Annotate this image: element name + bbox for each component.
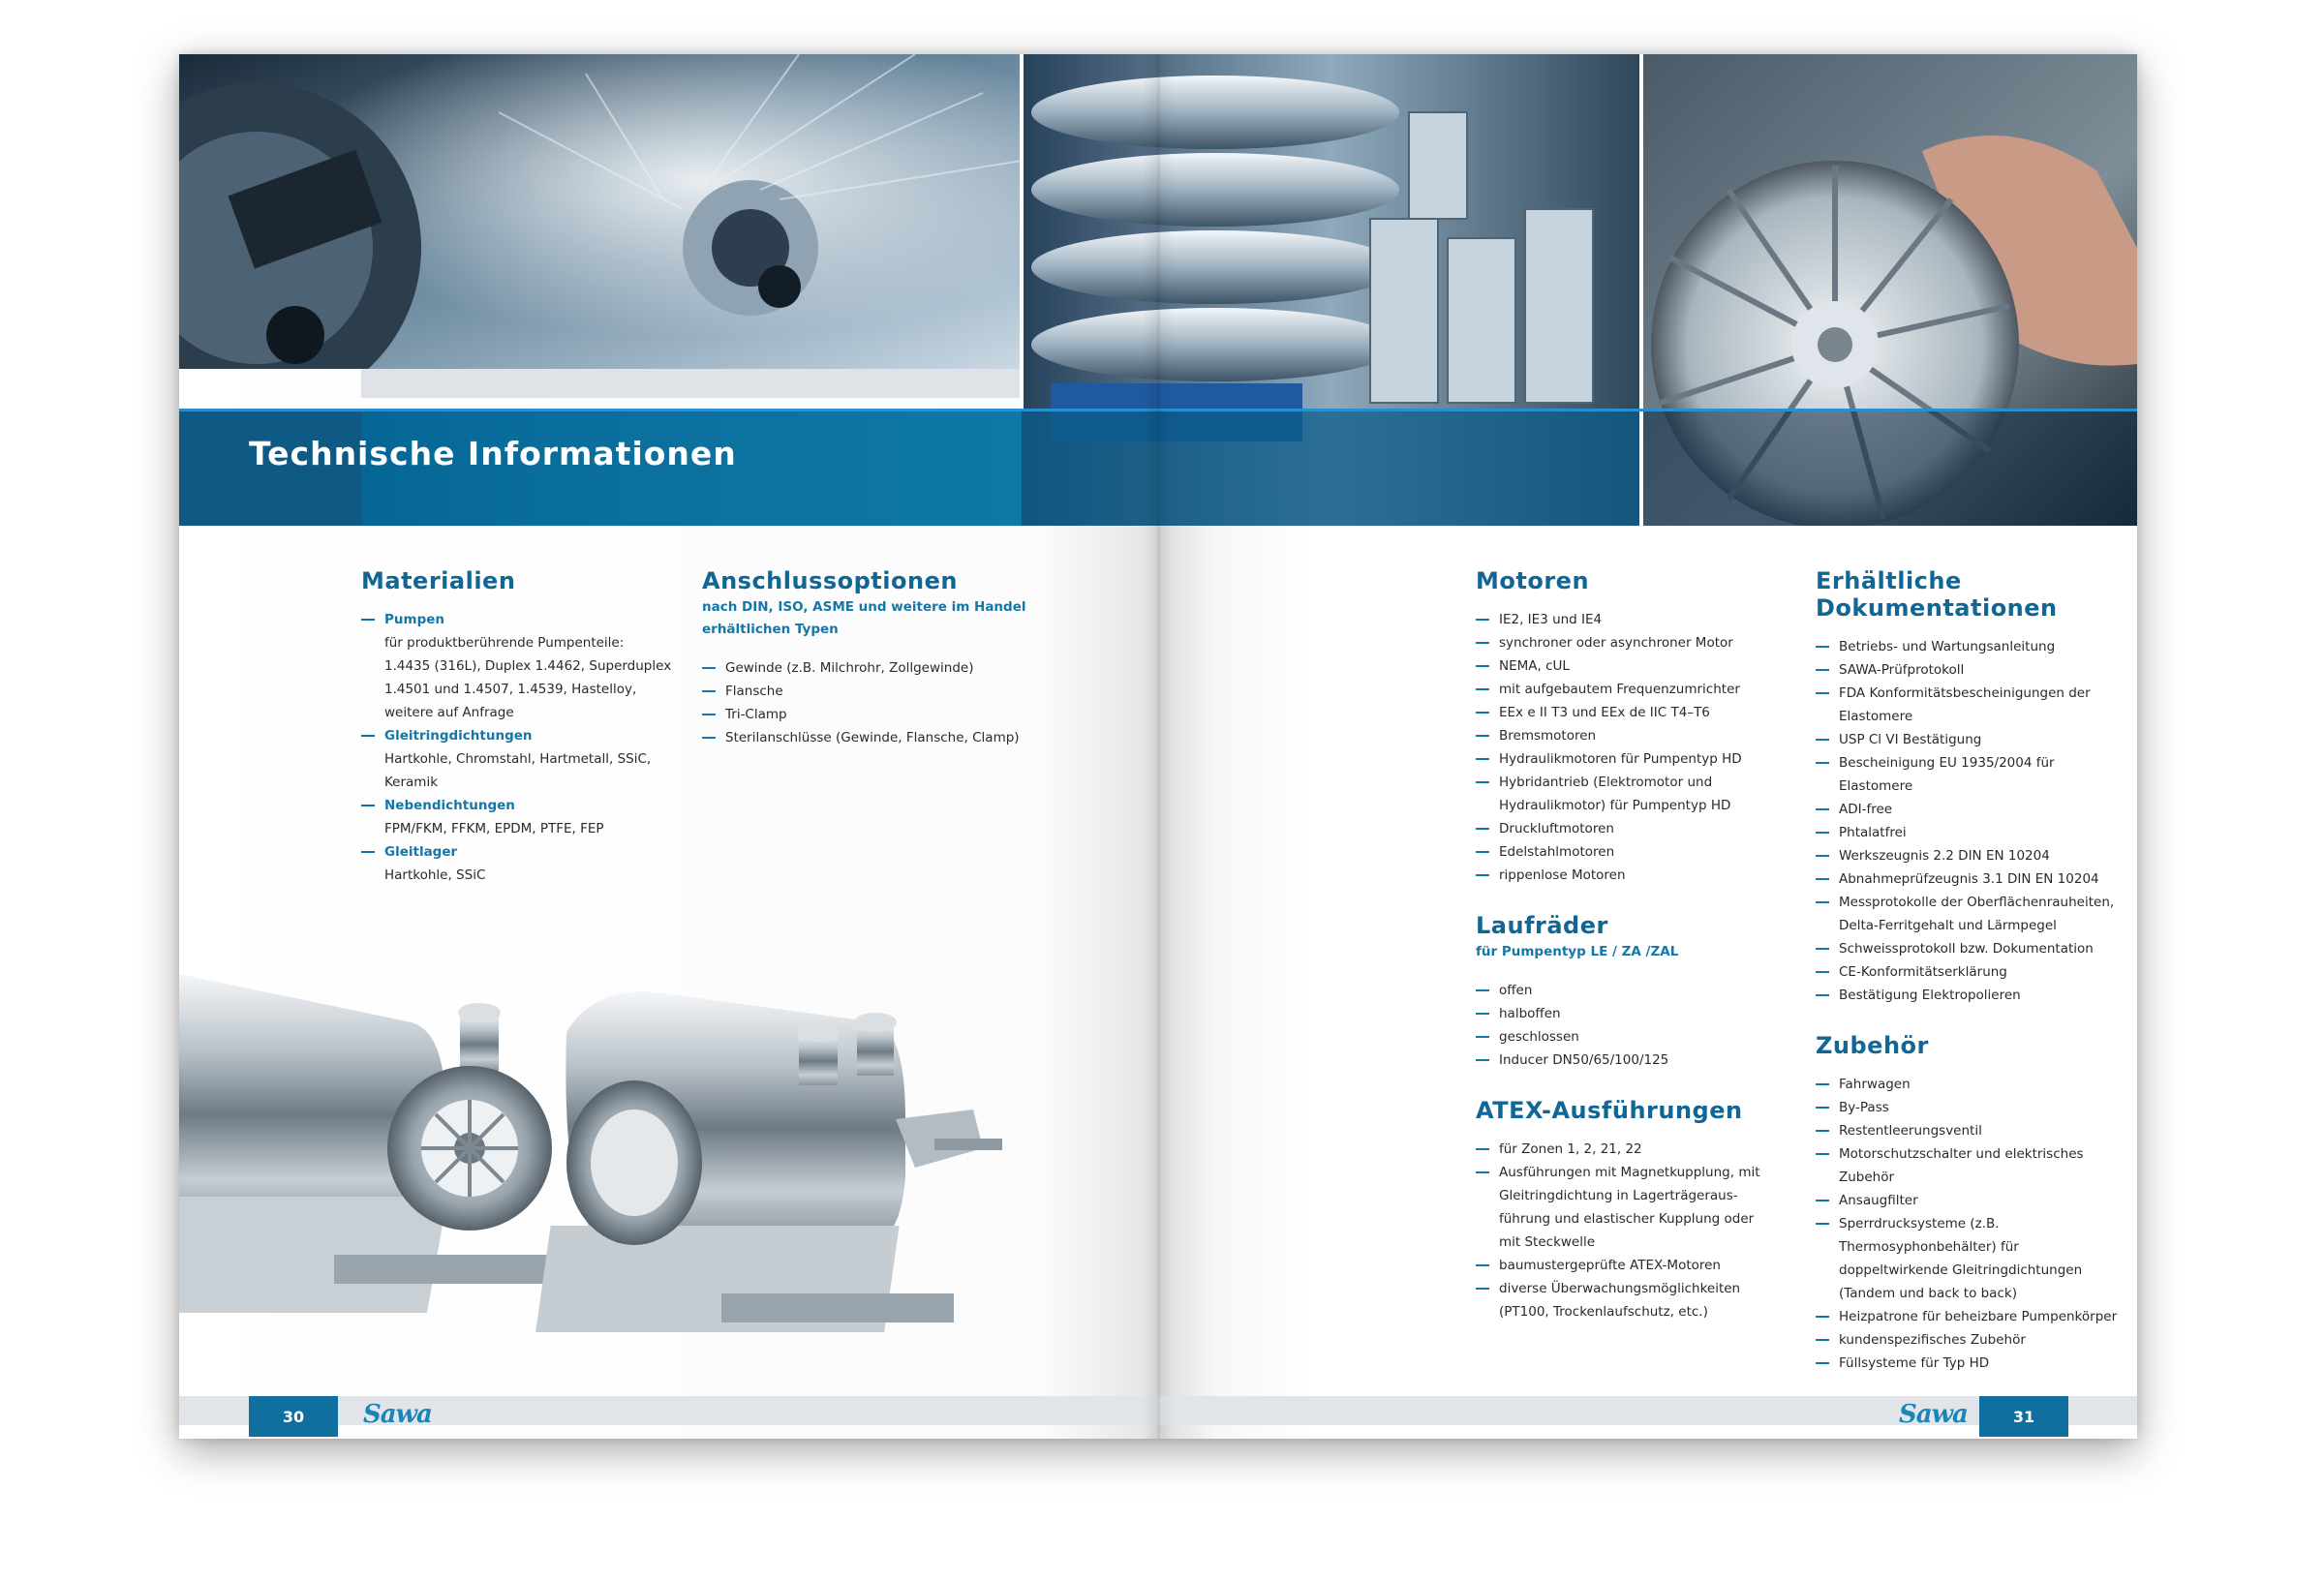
list-item: baumustergeprüfte ATEX-Motoren [1476, 1254, 1766, 1277]
laufraeder-list [1476, 979, 1795, 1072]
list-item: Restentleerungsventil [1816, 1119, 2125, 1142]
laufraeder-heading: Laufräder [1476, 912, 1608, 939]
photo-machining-spray [179, 54, 1022, 369]
list-item: Betriebs- und Wartungsanleitung [1816, 635, 2125, 658]
book-gutter [1143, 54, 1174, 1439]
list-item: Schweissprotokoll bzw. Dokumentation [1816, 937, 2125, 960]
zubehoer-list [1816, 1073, 2125, 1375]
list-item: Pumpen für produktberührende Pumpenteile: 1.4435 (316L), Duplex 1.4462, Superduplex 1.4501 und 1.4507, 1.4539, Hastelloy, weitere auf Anfrage [361, 608, 681, 724]
list-item: Ansaugfilter [1816, 1189, 2125, 1212]
list-item: Ausführungen mit Magnetkupplung, mit Gleitringdichtung in Lagerträgeraus-führung und elastischer Kupplung oder mit Steckwelle [1476, 1161, 1766, 1254]
list-item: Sterilanschlüsse (Gewinde, Flansche, Clamp) [702, 726, 1109, 749]
laufraeder-subtitle: für Pumpentyp LE / ZA /ZAL [1476, 944, 1679, 959]
page-number-left: 30 [249, 1396, 338, 1437]
photo-divider [1020, 54, 1024, 411]
list-item: Gleitringdichtungen Hartkohle, Chromstahl, Hartmetall, SSiC, Keramik [361, 724, 681, 794]
photo-divider [1639, 54, 1643, 526]
list-item: Bescheinigung EU 1935/2004 für Elastomere [1816, 751, 2125, 798]
anschluss-list [702, 656, 1109, 749]
materialien-heading: Materialien [361, 567, 516, 594]
list-item: Edelstahlmotoren [1476, 840, 1795, 864]
list-item: CE-Konformitätserklärung [1816, 960, 2125, 984]
sawa-logo-right: Sawa [1899, 1400, 1968, 1429]
list-item: Gewinde (z.B. Milchrohr, Zollgewinde) [702, 656, 1109, 680]
list-item: geschlossen [1476, 1025, 1795, 1049]
page-number-right: 31 [1979, 1396, 2068, 1437]
list-item: offen [1476, 979, 1795, 1002]
list-item: Hybridantrieb (Elektromotor und Hydraulikmotor) für Pumpentyp HD [1476, 771, 1751, 817]
list-item: Hydraulikmotoren für Pumpentyp HD [1476, 747, 1795, 771]
list-item: Gleitlager Hartkohle, SSiC [361, 840, 681, 887]
list-item: Fahrwagen [1816, 1073, 2125, 1096]
list-item: Messprotokolle der Oberflächenrauheiten, Delta-Ferritgehalt und Lärmpegel [1816, 891, 2125, 937]
list-item: IE2, IE3 und IE4 [1476, 608, 1795, 631]
list-item: Druckluftmotoren [1476, 817, 1795, 840]
list-item: für Zonen 1, 2, 21, 22 [1476, 1138, 1766, 1161]
list-item: rippenlose Motoren [1476, 864, 1795, 887]
list-item: USP Cl VI Bestätigung [1816, 728, 2125, 751]
anschluss-subtitle: nach DIN, ISO, ASME und weitere im Handel erhältlichen Typen [702, 599, 1026, 637]
list-item: Heizpatrone für beheizbare Pumpenkörper [1816, 1305, 2125, 1328]
list-item: Nebendichtungen FPM/FKM, FFKM, EPDM, PTFE, FEP [361, 794, 681, 840]
materialien-section [361, 567, 681, 887]
list-item: Werkszeugnis 2.2 DIN EN 10204 [1816, 844, 2125, 867]
list-item: Bestätigung Elektropolieren [1816, 984, 2125, 1007]
list-item: Abnahmeprüfzeugnis 3.1 DIN EN 10204 [1816, 867, 2125, 891]
list-item: Füllsysteme für Typ HD [1816, 1352, 2125, 1375]
photo-impeller-stack [1022, 54, 1641, 526]
list-item: By-Pass [1816, 1096, 2125, 1119]
left-page [179, 54, 1158, 1439]
doku-list [1816, 635, 2125, 1007]
motoren-section [1476, 567, 1795, 1323]
motoren-list [1476, 608, 1795, 887]
brochure-spread [179, 54, 2137, 1439]
pumps-image [179, 906, 1080, 1429]
list-item: FDA Konformitätsbescheinigungen der Elastomere [1816, 682, 2125, 728]
atex-heading: ATEX-Ausführungen [1476, 1097, 1743, 1124]
list-item: Inducer DN50/65/100/125 [1476, 1049, 1795, 1072]
zubehoer-heading: Zubehör [1816, 1032, 1929, 1059]
list-item: kundenspezifisches Zubehör [1816, 1328, 2125, 1352]
list-item: Sperrdrucksysteme (z.B. Thermosyphonbehälter) für doppeltwirkende Gleitringdichtungen (Tandem und back to back) [1816, 1212, 2125, 1305]
sawa-logo-left: Sawa [363, 1400, 432, 1429]
list-item: synchroner oder asynchroner Motor [1476, 631, 1795, 654]
list-item: Motorschutzschalter und elektrisches Zubehör [1816, 1142, 2125, 1189]
atex-list [1476, 1138, 1766, 1323]
list-item: NEMA, cUL [1476, 654, 1795, 678]
list-item: Phtalatfrei [1816, 821, 2125, 844]
page-title: Technische Informationen [249, 435, 737, 472]
list-item: EEx e II T3 und EEx de IIC T4–T6 [1476, 701, 1795, 724]
photo-hand-impeller [1641, 54, 2137, 526]
list-item: ADI-free [1816, 798, 2125, 821]
anschluss-section [702, 567, 1109, 749]
list-item: SAWA-Prüfprotokoll [1816, 658, 2125, 682]
doku-heading: Erhältliche Dokumentationen [1816, 567, 2058, 622]
anschluss-heading: Anschlussoptionen [702, 567, 958, 594]
banner-light-strip [361, 369, 1022, 398]
materialien-list [361, 608, 681, 887]
list-item: diverse Überwachungsmöglichkeiten (PT100, Trockenlaufschutz, etc.) [1476, 1277, 1766, 1323]
doku-section [1816, 567, 2135, 1375]
list-item: Flansche [702, 680, 1109, 703]
list-item: Tri-Clamp [702, 703, 1109, 726]
list-item: halboffen [1476, 1002, 1795, 1025]
list-item: Bremsmotoren [1476, 724, 1795, 747]
motoren-heading: Motoren [1476, 567, 1590, 594]
list-item: mit aufgebautem Frequenzumrichter [1476, 678, 1795, 701]
